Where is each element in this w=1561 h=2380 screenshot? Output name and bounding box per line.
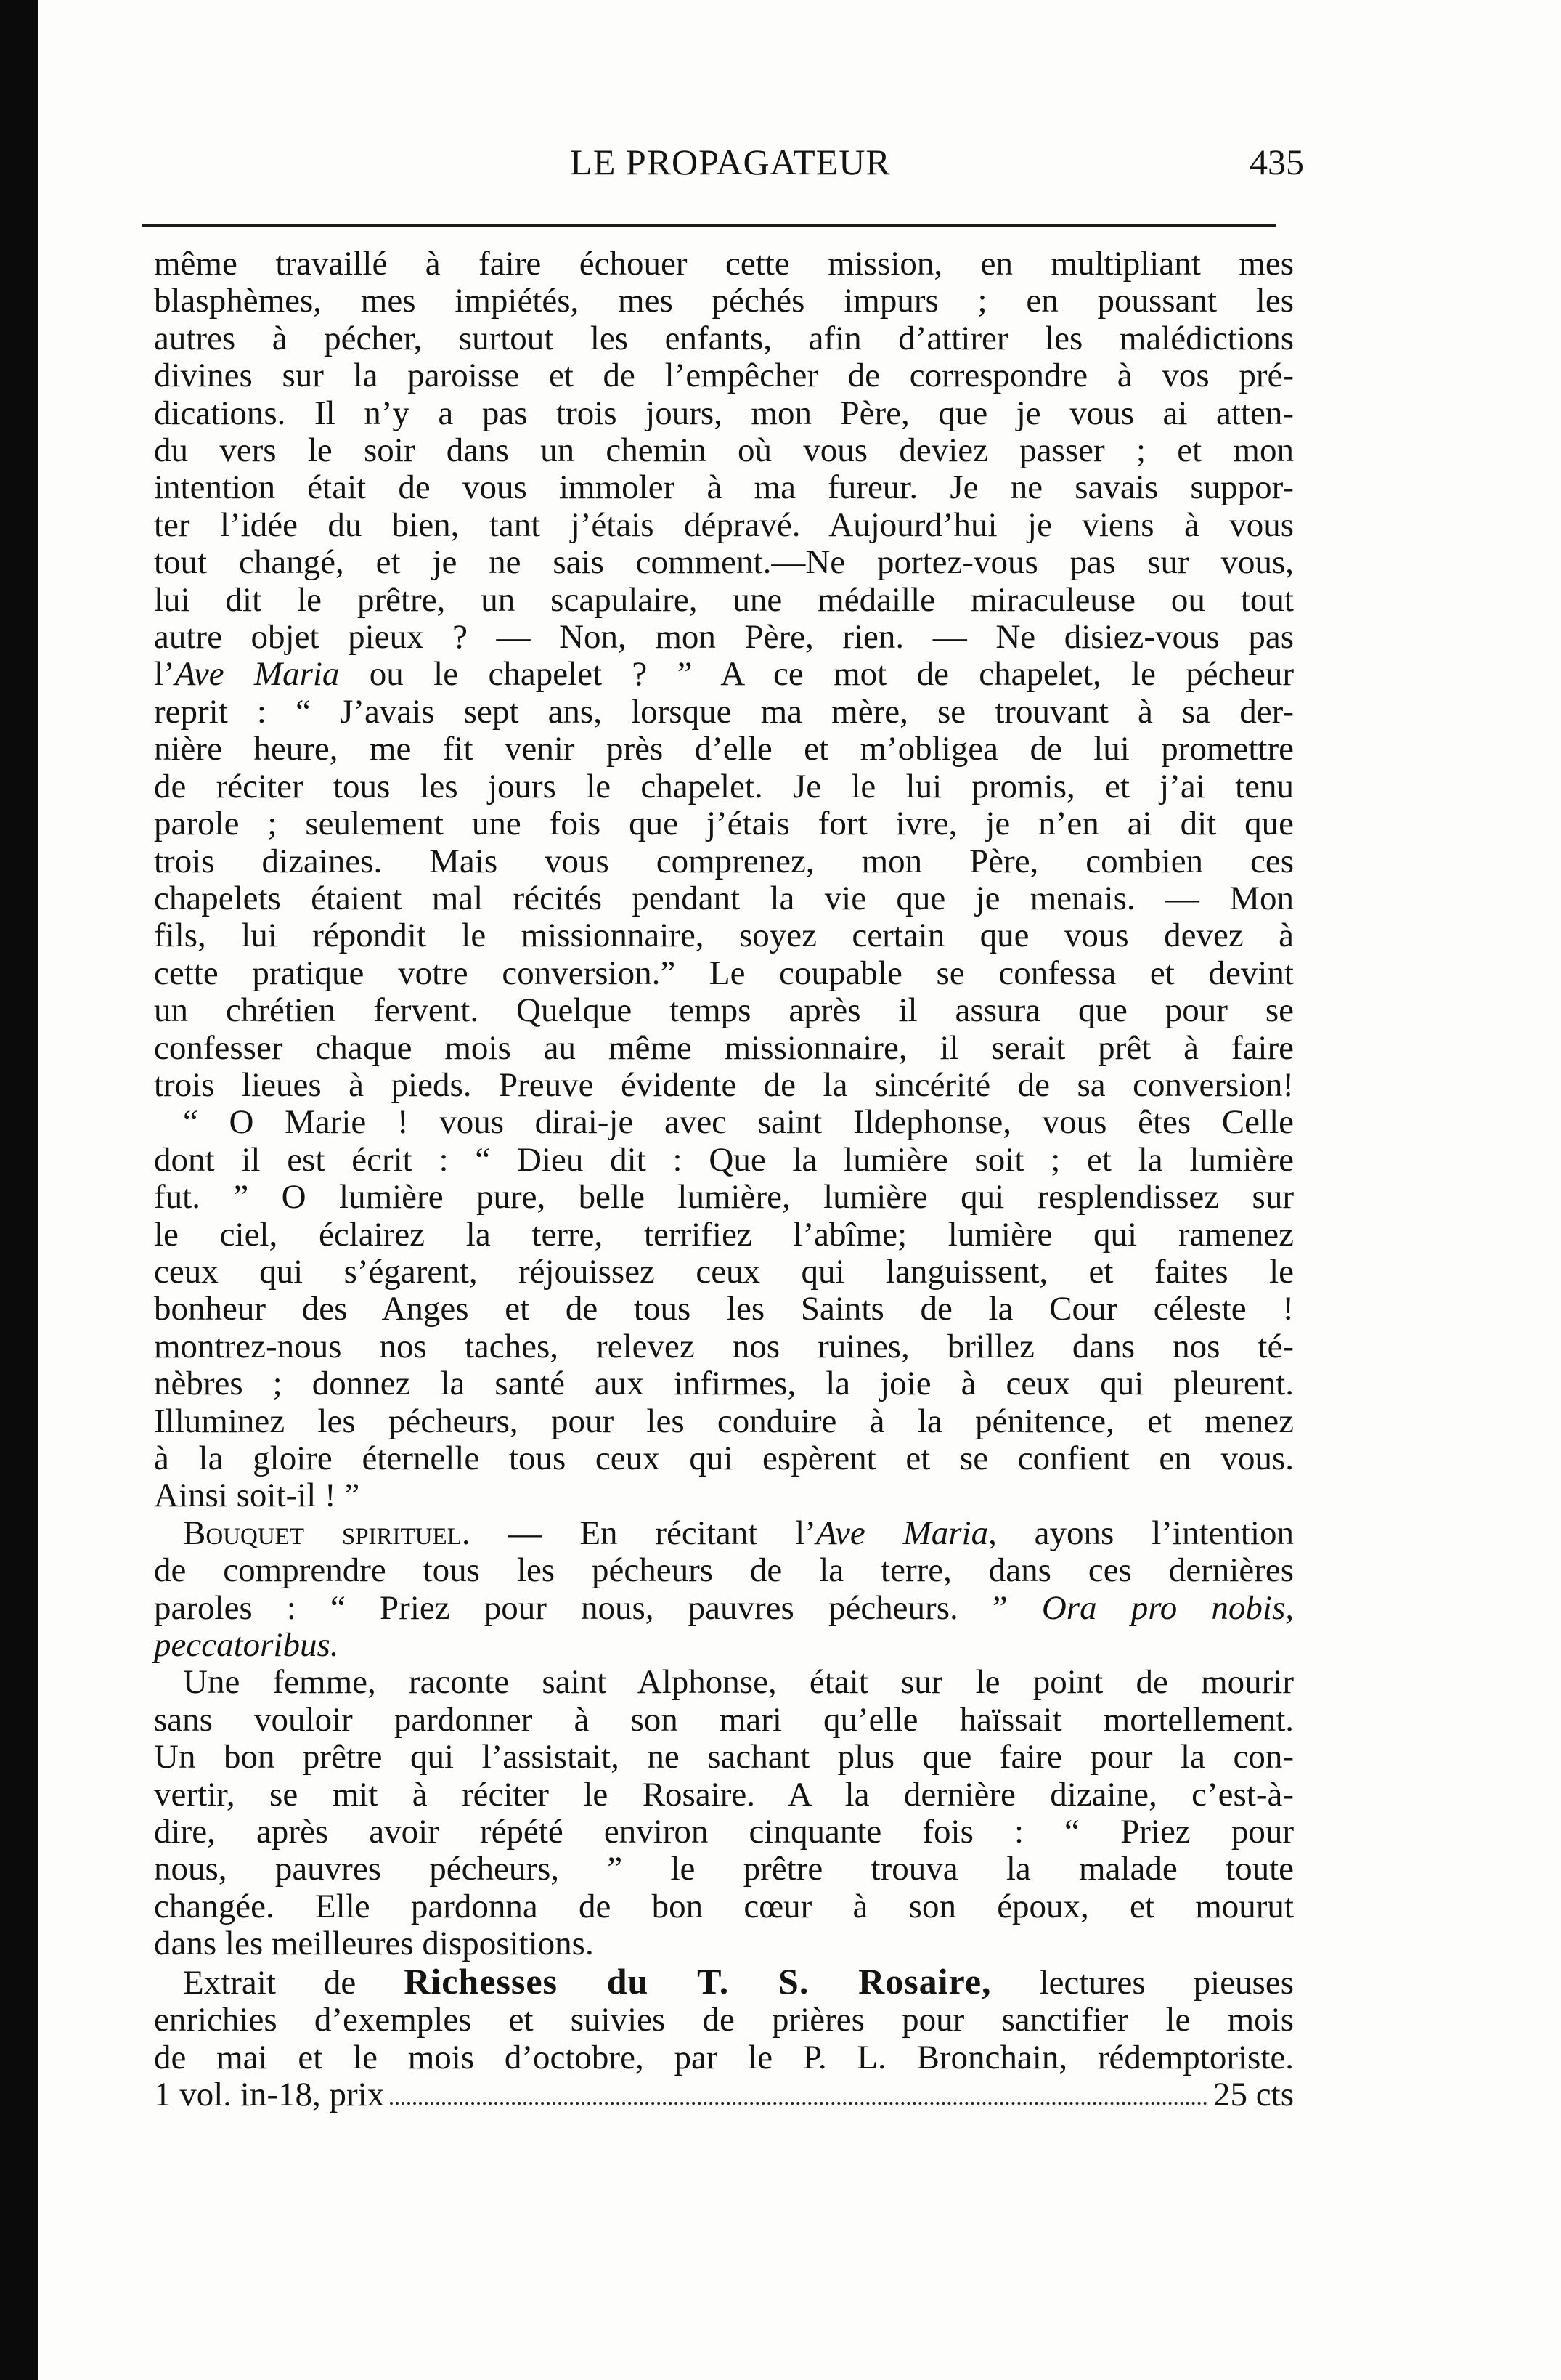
text-line: sans vouloir pardonner à son mari qu’elle haïssait mortellement. bbox=[154, 1700, 1294, 1739]
text-run: l’ bbox=[154, 655, 175, 694]
text-line: autres à pécher, surtout les enfants, afin d’attirer les malédictions bbox=[154, 319, 1294, 357]
text-line bbox=[154, 1960, 1294, 2002]
text-line: ter l’idée du bien, tant j’étais dépravé. Aujourd’hui je viens à vous bbox=[154, 505, 1294, 544]
text-line: vertir, se mit à réciter le Rosaire. A la dernière dizaine, c’est-à- bbox=[154, 1775, 1294, 1814]
text-line bbox=[154, 1515, 1294, 1552]
text-line: autre objet pieux ? — Non, mon Père, rien. — Ne disiez-vous pas bbox=[154, 618, 1294, 657]
text-line: nèbres ; donnez la santé aux infirmes, la joie à ceux qui pleurent. bbox=[154, 1365, 1294, 1403]
text-run: Extrait de bbox=[183, 1963, 404, 2002]
text-line: de comprendre tous les pécheurs de la terre, dans ces dernières bbox=[154, 1551, 1294, 1590]
text-run: — En récitant l’ bbox=[470, 1514, 816, 1552]
latin-phrase: peccatoribus. bbox=[154, 1626, 339, 1665]
page-body bbox=[154, 245, 1294, 2113]
text-run: lectures pieuses bbox=[991, 1963, 1294, 2002]
text-line: lui dit le prêtre, un scapulaire, une médaille miraculeuse ou tout bbox=[154, 580, 1294, 619]
latin-phrase: Ora pro nobis, bbox=[1041, 1588, 1294, 1627]
text-line: du vers le soir dans un chemin où vous deviez passer ; et mon bbox=[154, 431, 1294, 470]
text-line: divines sur la paroisse et de l’empêcher de correspondre à vos pré- bbox=[154, 357, 1294, 395]
price-label: 1 vol. in-18, prix bbox=[154, 2075, 385, 2113]
text-line: parole ; seulement une fois que j’étais fort ivre, je n’en ai dit que bbox=[154, 805, 1294, 843]
running-head: LE PROPAGATEUR bbox=[570, 142, 891, 182]
text-line: dications. Il n’y a pas trois jours, mon Père, que je vous ai atten- bbox=[154, 394, 1294, 432]
text-line: à la gloire éternelle tous ceux qui espèrent et se confient en vous. bbox=[154, 1439, 1294, 1477]
text-run: paroles : “ Priez pour nous, pauvres pécheurs. ” bbox=[154, 1588, 1042, 1627]
text-line: fut. ” O lumière pure, belle lumière, lumière qui resplendissez sur bbox=[154, 1178, 1294, 1217]
text-line: “ O Marie ! vous dirai-je avec saint Ildephonse, vous êtes Celle bbox=[183, 1103, 1294, 1142]
text-line: montrez-nous nos taches, relevez nos ruines, brillez dans nos té- bbox=[154, 1327, 1294, 1365]
text-line: cette pratique votre conversion.” Le coupable se confessa et devint bbox=[154, 954, 1294, 992]
text-line: Illuminez les pécheurs, pour les conduire à la pénitence, et menez bbox=[154, 1402, 1294, 1440]
text-line: dans les meilleures dispositions. bbox=[154, 1925, 594, 1963]
text-line: dont il est écrit : “ Dieu dit : Que la lumière soit ; et la lumière bbox=[154, 1140, 1294, 1179]
italic-title: Ave Maria bbox=[815, 1514, 989, 1552]
text-run: ou le chapelet ? ” A ce mot de chapelet, le pécheur bbox=[339, 655, 1294, 694]
text-line: nous, pauvres pécheurs, ” le prêtre trouva la malade toute bbox=[154, 1850, 1294, 1888]
text-line: bonheur des Anges et de tous les Saints de la Cour céleste ! bbox=[154, 1290, 1294, 1328]
text-line: Ainsi soit-il ! ” bbox=[154, 1477, 360, 1515]
dot-leader bbox=[390, 2076, 1207, 2105]
text-line: chapelets étaient mal récités pendant la vie que je menais. — Mon bbox=[154, 879, 1294, 917]
text-line: intention était de vous immoler à ma fureur. Je ne savais suppor- bbox=[154, 468, 1294, 507]
text-line bbox=[154, 656, 1294, 693]
text-line: même travaillé à faire échouer cette mission, en multipliant mes bbox=[154, 245, 1294, 283]
section-heading: Bouquet spirituel. bbox=[183, 1514, 470, 1552]
text-line bbox=[154, 1590, 1294, 1627]
text-line: de mai et le mois d’octobre, par le P. L. Bronchain, rédemptoriste. bbox=[154, 2038, 1294, 2076]
text-line: de réciter tous les jours le chapelet. Je le lui promis, et j’ai tenu bbox=[154, 767, 1294, 805]
text-line: reprit : “ J’avais sept ans, lorsque ma mère, se trouvant à sa der- bbox=[154, 692, 1294, 731]
text-line: un chrétien fervent. Quelque temps après il assura que pour se bbox=[154, 991, 1294, 1030]
book-title: Richesses du T. S. Rosaire, bbox=[404, 1960, 992, 2002]
text-line: ceux qui s’égarent, réjouissez ceux qui languissent, et faites le bbox=[154, 1252, 1294, 1291]
text-line: trois lieues à pieds. Preuve évidente de la sincérité de sa conversion! bbox=[154, 1065, 1294, 1104]
text-line: enrichies d’exemples et suivies de prières pour sanctifier le mois bbox=[154, 2001, 1294, 2039]
text-line: confesser chaque mois au même missionnaire, il serait prêt à faire bbox=[154, 1028, 1294, 1067]
page-header bbox=[157, 137, 1304, 187]
text-line: Un bon prêtre qui l’assistait, ne sachant plus que faire pour la con- bbox=[154, 1738, 1294, 1776]
text-line: blasphèmes, mes impiétés, mes péchés impurs ; en poussant les bbox=[154, 282, 1294, 320]
text-line: Une femme, raconte saint Alphonse, était sur le point de mourir bbox=[183, 1663, 1294, 1702]
text-line bbox=[154, 1627, 1294, 1664]
text-line: nière heure, me fit venir près d’elle et m’obligea de lui promettre bbox=[154, 730, 1294, 768]
text-line: dire, après avoir répété environ cinquante fois : “ Priez pour bbox=[154, 1813, 1294, 1851]
text-line: changée. Elle pardonna de bon cœur à son époux, et mourut bbox=[154, 1887, 1294, 1925]
text-run: , ayons l’intention bbox=[988, 1514, 1294, 1552]
text-line: trois dizaines. Mais vous comprenez, mon Père, combien ces bbox=[154, 842, 1294, 880]
text-line: fils, lui répondit le missionnaire, soyez certain que vous devez à bbox=[154, 917, 1294, 955]
price-line bbox=[154, 2076, 1294, 2113]
text-line: tout changé, et je ne sais comment.—Ne portez-vous pas sur vous, bbox=[154, 543, 1294, 582]
page-number: 435 bbox=[1250, 142, 1304, 182]
italic-title: Ave Maria bbox=[174, 655, 340, 694]
scan-edge-shadow bbox=[0, 0, 38, 2380]
price-value: 25 cts bbox=[1213, 2075, 1294, 2113]
header-rule bbox=[142, 224, 1276, 227]
text-line: le ciel, éclairez la terre, terrifiez l’abîme; lumière qui ramenez bbox=[154, 1215, 1294, 1254]
